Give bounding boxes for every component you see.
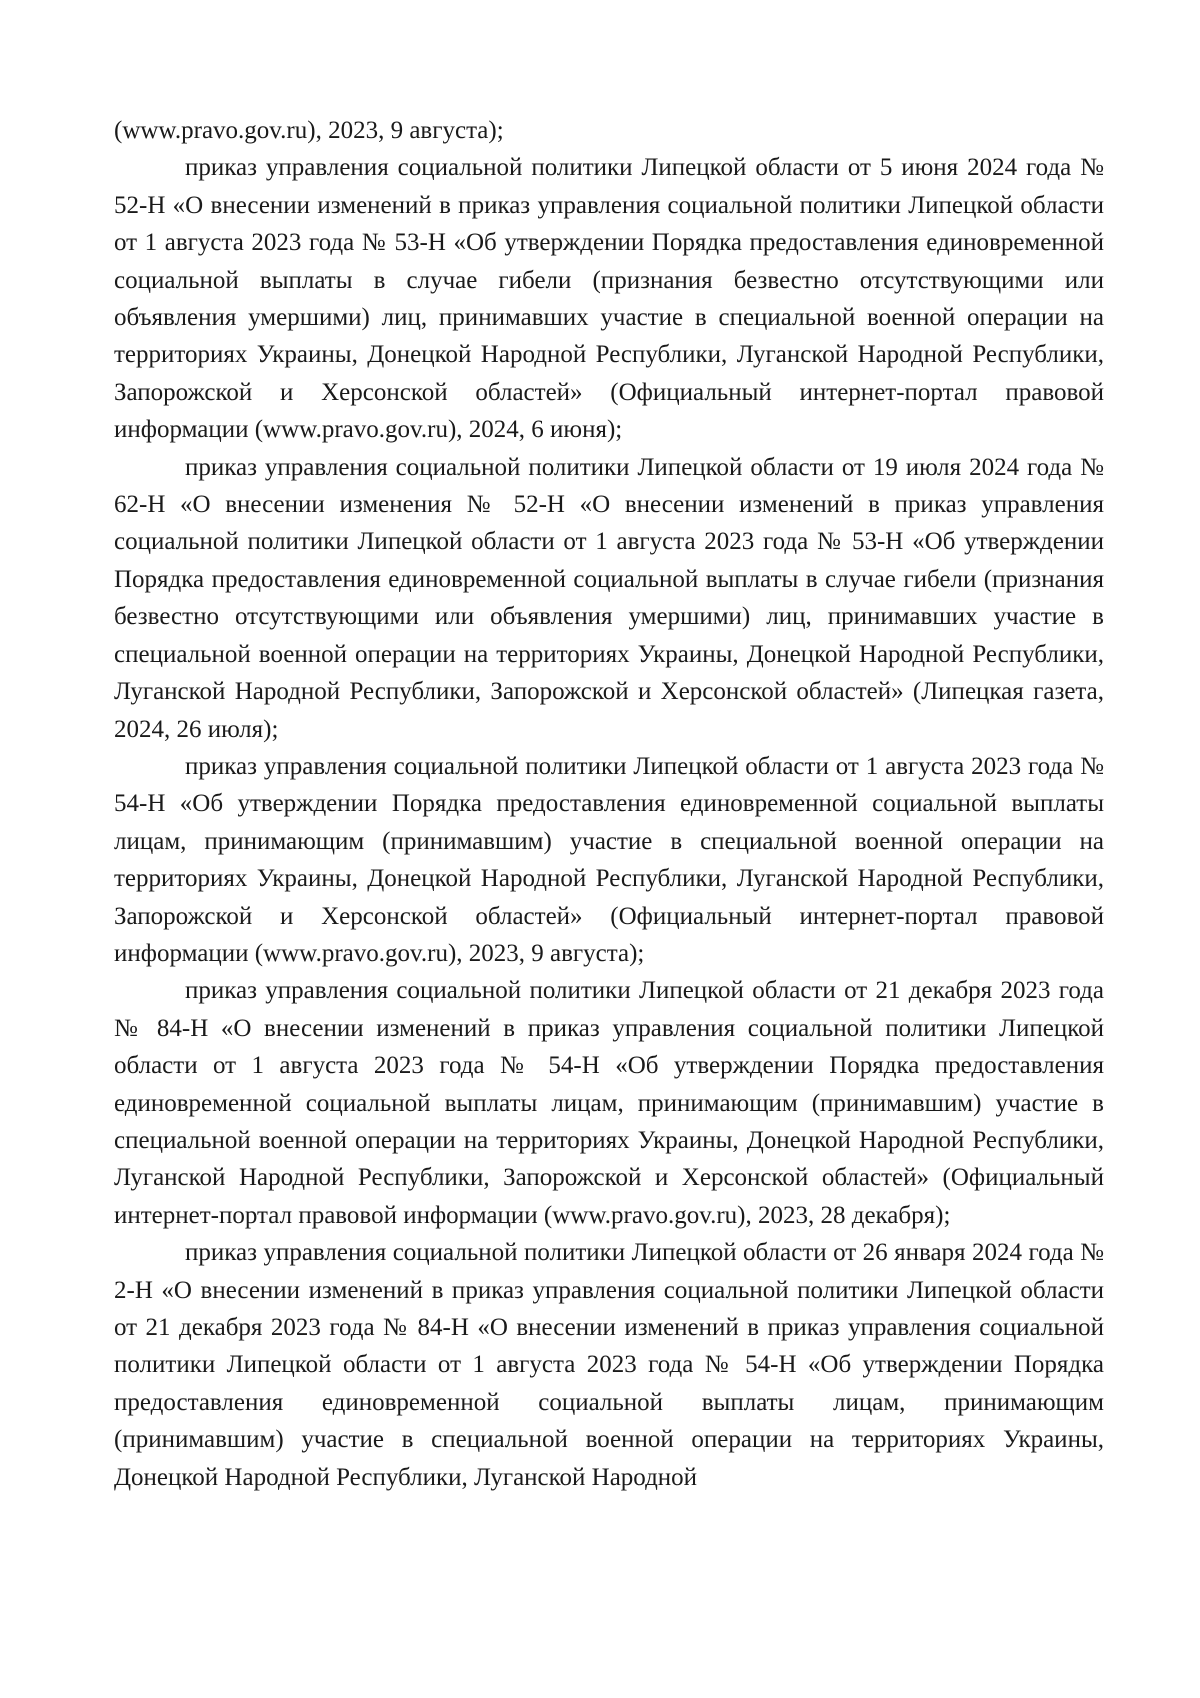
document-page: [114, 112, 1104, 1496]
paragraph-order-62n: приказ управления социальной политики Липецкой области от 19 июля 2024 года № 62-Н «О внесении изменения № 52-Н «О внесении изменений в приказ управления социальной политики Липецкой области от 1 августа 2023 года № 53-Н «Об утверждении Порядка предоставления единовременной социальной выплаты в случае гибели (признания безвестно отсутствующими или объявления умершими) лиц, принимавших участие в специальной военной операции на территориях Украины, Донецкой Народной Республики, Луганской Народной Республики, Запорожской и Херсонской областей» (Липецкая газета, 2024, 26 июля);: [114, 453, 1104, 743]
paragraph-order-52n: приказ управления социальной политики Липецкой области от 5 июня 2024 года № 52-Н «О внесении изменений в приказ управления социальной политики Липецкой области от 1 августа 2023 года № 53-Н «Об утверждении Порядка предоставления единовременной социальной выплаты в случае гибели (признания безвестно отсутствующими или объявления умершими) лиц, принимавших участие в специальной военной операции на территориях Украины, Донецкой Народной Республики, Луганской Народной Республики, Запорожской и Херсонской областей» (Официальный интернет-портал правовой информации (www.pravo.gov.ru), 2024, 6 июня);: [114, 154, 1104, 444]
paragraph-order-54n: приказ управления социальной политики Липецкой области от 1 августа 2023 года № 54-Н «Об утверждении Порядка предоставления единовременной социальной выплаты лицам, принимающим (принимавшим) участие в специальной военной операции на территориях Украины, Донецкой Народной Республики, Луганской Народной Республики, Запорожской и Херсонской областей» (Официальный интернет-портал правовой информации (www.pravo.gov.ru), 2023, 9 августа);: [114, 752, 1104, 967]
paragraph-order-2n: приказ управления социальной политики Липецкой области от 26 января 2024 года № 2-Н «О внесении изменений в приказ управления социальной политики Липецкой области от 21 декабря 2023 года № 84-Н «О внесении изменений в приказ управления социальной политики Липецкой области от 1 августа 2023 года № 54-Н «Об утверждении Порядка предоставления единовременной социальной выплаты лицам, принимающим (принимавшим) участие в специальной военной операции на территориях Украины, Донецкой Народной Республики, Луганской Народной: [114, 1239, 1104, 1491]
paragraph-order-84n: приказ управления социальной политики Липецкой области от 21 декабря 2023 года № 84-Н «О внесении изменений в приказ управления социальной политики Липецкой области от 1 августа 2023 года № 54-Н «Об утверждении Порядка предоставления единовременной социальной выплаты лицам, принимающим (принимавшим) участие в специальной военной операции на территориях Украины, Донецкой Народной Республики, Луганской Народной Республики, Запорожской и Херсонской областей» (Официальный интернет-портал правовой информации (www.pravo.gov.ru), 2023, 28 декабря);: [114, 977, 1104, 1229]
continuation-line: (www.pravo.gov.ru), 2023, 9 августа);: [114, 117, 504, 144]
